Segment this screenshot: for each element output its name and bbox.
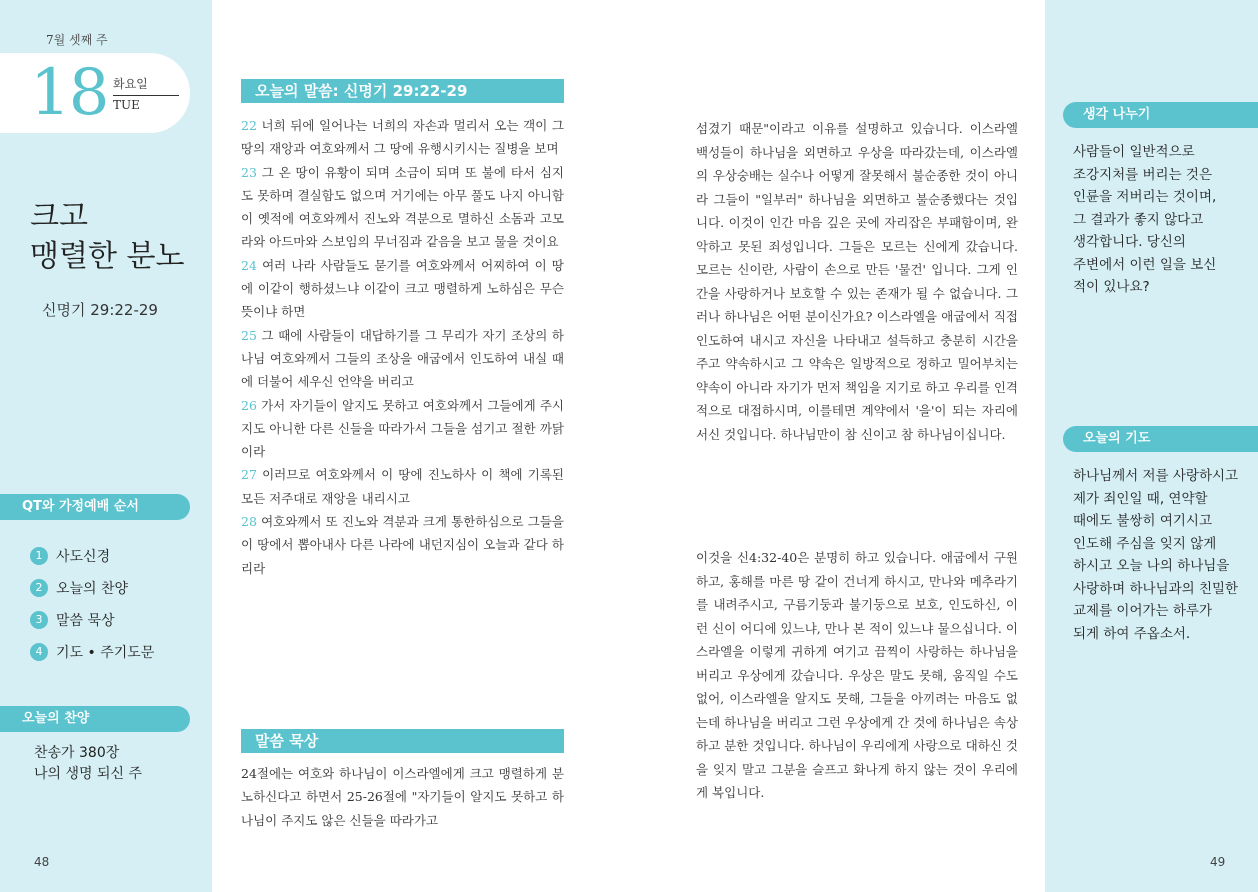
verse-number: 25 <box>241 327 257 343</box>
text-line: 조강지처를 버리는 것은 <box>1073 166 1212 183</box>
date-badge <box>0 53 190 133</box>
page-subtitle: 신명기 29:22-29 <box>42 301 158 319</box>
prayer-text <box>1073 465 1248 645</box>
text-line: 사랑하며 하나님과의 친밀한 <box>1073 580 1239 597</box>
verse-text: 그 온 땅이 유황이 되며 소금이 되며 또 불에 타서 심지도 못하며 결실함도 없으며 거기에는 아무 풀도 나지 아니함이 옛적에 여호와께서 진노와 격분으로 멸하신 소돔과 고모라와 아드마와 스보임의 무너짐과 같음을 보고 물을 것이요 <box>241 164 564 250</box>
list-item <box>30 604 154 636</box>
verse-number: 23 <box>241 164 257 180</box>
qt-order-heading: QT와 가정예배 순서 <box>0 494 190 520</box>
scripture-heading: 오늘의 말씀: 신명기 29:22-29 <box>241 79 564 103</box>
text-line: 그 결과가 좋지 않다고 <box>1073 211 1204 228</box>
step-label: 기도 • 주기도문 <box>56 645 155 661</box>
text-line: 때에도 불쌍히 여기시고 <box>1073 513 1212 529</box>
text-line: 제가 죄인일 때, 연약할 <box>1073 490 1208 507</box>
step-number: 2 <box>30 579 48 597</box>
weekday-english: TUE <box>113 98 140 112</box>
week-label: 7월 셋째 주 <box>46 33 108 47</box>
step-label: 오늘의 찬양 <box>56 581 129 597</box>
prayer-heading: 오늘의 기도 <box>1063 426 1258 452</box>
list-item <box>30 540 154 572</box>
text-line: 하나님께서 저를 사랑하시고 <box>1073 468 1239 484</box>
step-number: 4 <box>30 643 48 661</box>
verse-text: 가서 자기들이 알지도 못하고 여호와께서 그들에게 주시지도 아니한 다른 신들을 따라가서 그들을 섬기고 절한 까닭이라 <box>241 397 564 460</box>
text-line: 되게 하여 주옵소서. <box>1073 625 1191 642</box>
title-line: 크고 <box>30 199 88 234</box>
hymn-number: 찬송가 380장 <box>34 745 120 761</box>
title-line: 맹렬한 분노 <box>30 239 185 274</box>
meditation-heading: 말씀 묵상 <box>241 729 564 753</box>
share-text <box>1073 141 1248 299</box>
text-line: 주변에서 이런 일을 보신 <box>1073 256 1217 273</box>
text-line: 인륜을 저버리는 것이며, <box>1073 189 1217 205</box>
hymn-heading: 오늘의 찬양 <box>0 706 190 732</box>
verse-number: 28 <box>241 514 257 530</box>
hymn-title: 나의 생명 되신 주 <box>34 766 143 782</box>
page-number-right: 49 <box>1210 855 1226 869</box>
verse-text: 이러므로 여호와께서 이 땅에 진노하사 이 책에 기록된 모든 저주대로 재앙을 내리시고 <box>241 467 564 506</box>
text-line: 적이 있나요? <box>1073 279 1150 295</box>
text-line: 인도해 주심을 잊지 않게 <box>1073 535 1217 552</box>
text-line: 교제를 이어가는 하루가 <box>1073 603 1212 619</box>
scripture-text <box>241 114 564 580</box>
text-line: 생각합니다. 당신의 <box>1073 234 1186 250</box>
page-number-left: 48 <box>34 855 50 869</box>
verse-text: 여호와께서 또 진노와 격분과 크게 통한하심으로 그들을 이 땅에서 뽑아내사 다른 나라에 내던지심이 오늘과 같다 하리라 <box>241 514 564 576</box>
step-number: 3 <box>30 611 48 629</box>
verse-number: 26 <box>241 397 257 413</box>
step-label: 사도신경 <box>56 549 111 565</box>
meditation-paragraph: 섬겼기 때문"이라고 이유를 설명하고 있습니다. 이스라엘 백성들이 하나님을 외면하고 우상을 따라갔는데, 이스라엘의 우상숭배는 실수나 어떻게 잘못해서 불순종한 것이 아니라 그들이 "일부러" 하나님을 외면하고 불순종했다는 것입니다. 이것이 인간 마음 깊은 곳에 자리잡은 부패함이며, 완악하고 못된 죄성입니다. 그들은 모르는 신에게 갔습니다. 모르는 신이란, 사람이 손으로 만든 '물건' 입니다. 그게 인간을 사랑하거나 보호할 수 있는 존재가 될 수 없습니다. 그러나 하나님은 어떤 분이신가요? 이스라엘을 애굽에서 직접 인도하여 내시고 자신을 나타내고 설득하고 충분히 시간을 주고 약속하시고 그 약속은 일방적으로 정하고 밀어부치는 약속이 아니라 자기가 먼저 책임을 지기로 하고 우리를 인격적으로 대접하시며, 이를테면 계약에서 '을'이 되는 자리에 서신 것입니다. 하나님만이 참 신이고 참 하나님이십니다. <box>696 121 1018 442</box>
weekday-korean: 화요일 <box>113 75 179 96</box>
share-heading: 생각 나누기 <box>1063 102 1258 128</box>
page-title <box>30 197 184 277</box>
step-number: 1 <box>30 547 48 565</box>
verse-text: 여러 나라 사람들도 묻기를 여호와께서 어찌하여 이 땅에 이같이 행하셨느냐 이같이 크고 맹렬하게 노하심은 무슨 뜻이냐 하면 <box>241 257 564 320</box>
verse-text: 그 때에 사람들이 대답하기를 그 무리가 자기 조상의 하나님 여호와께서 그들의 조상을 애굽에서 인도하여 내실 때에 더불어 세우신 언약을 버리고 <box>241 327 564 390</box>
hymn-info <box>34 743 142 785</box>
list-item <box>30 636 154 668</box>
meditation-text-start: 24절에는 여호와 하나님이 이스라엘에게 크고 맹렬하게 분노하신다고 하면서 25-26절에 "자기들이 알지도 못하고 하나님이 주지도 않은 신들을 따라가고 <box>241 766 564 828</box>
verse-number: 22 <box>241 118 257 133</box>
meditation-paragraph: 이것을 신4:32-40은 분명히 하고 있습니다. 애굽에서 구원하고, 홍해를 마른 땅 같이 건너게 하시고, 만나와 메추라기를 내려주시고, 구름기둥과 불기둥으로 보호, 인도하신, 이런 신이 어디에 있느냐, 만나 본 적이 있느냐 물으십니다. 이스라엘을 이렇게 귀하게 여기고 끔찍이 사랑하는 하나님을 버리고 우상에게 갔습니다. 우상은 말도 못해, 움직일 수도 없어, 이스라엘을 알지도 못해, 그들을 아끼려는 마음도 없는데 하나님을 버리고 그런 우상에게 간 것에 하나님은 속상하고 분한 것입니다. 하나님이 우리에게 사랑으로 대하신 것을 잊지 말고 그분을 슬프고 화나게 하지 않는 것이 우리에게 복입니다. <box>696 550 1018 800</box>
verse-number: 27 <box>241 467 257 483</box>
list-item <box>30 572 154 604</box>
qt-order-list <box>30 540 154 668</box>
step-label: 말씀 묵상 <box>56 613 115 629</box>
text-line: 하시고 오늘 나의 하나님을 <box>1073 558 1230 574</box>
verse-number: 24 <box>241 257 257 273</box>
date-number: 18 <box>30 56 108 130</box>
verse-text: 너희 뒤에 일어나는 너희의 자손과 멀리서 오는 객이 그 땅의 재앙과 여호와께서 그 땅에 유행시키시는 질병을 보며 <box>241 118 564 157</box>
text-line: 사람들이 일반적으로 <box>1073 144 1195 160</box>
